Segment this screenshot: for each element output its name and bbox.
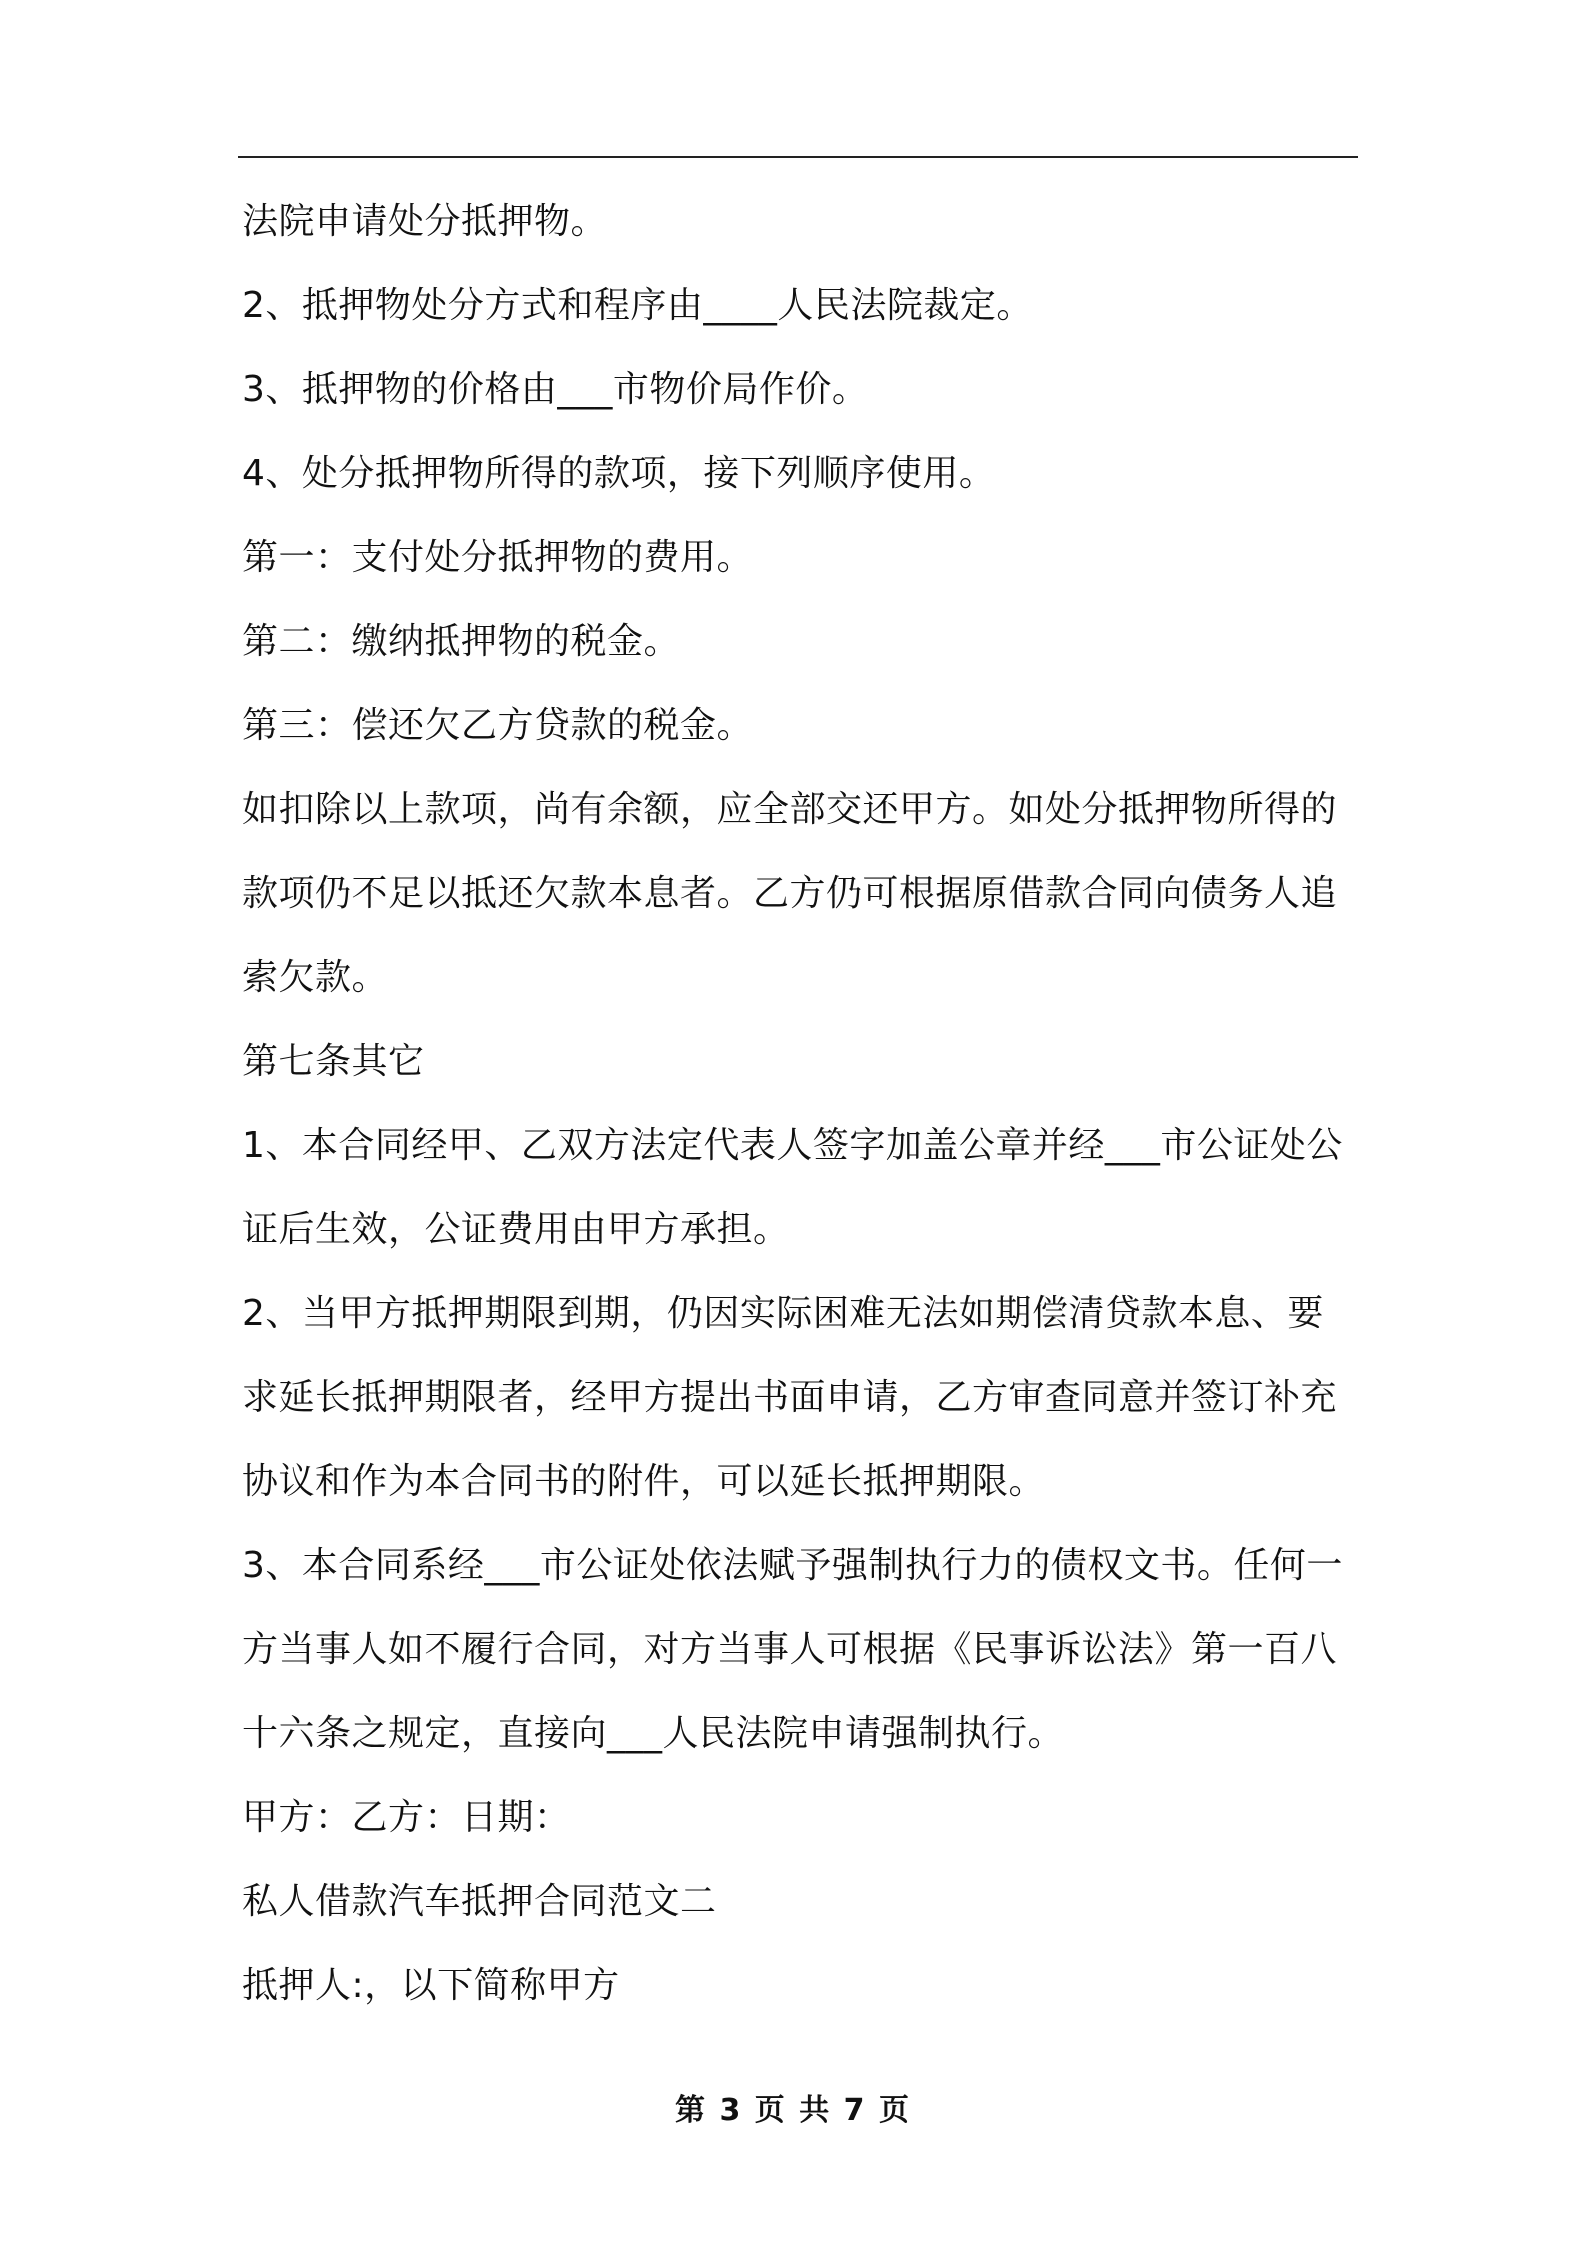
section-heading: 第七条其它 — [242, 1041, 425, 1082]
paragraph: 抵押人:，以下简称甲方 — [242, 1965, 620, 2006]
paragraph: 3、本合同系经___市公证处依法赋予强制执行力的债权文书。任何一方当事人如不履行合同，对方当事人可根据《民事诉讼法》第一百八十六条之规定，直接向___人民法院申请强制执行。 — [242, 1545, 1343, 1754]
header-rule — [238, 156, 1358, 158]
paragraph: 第二：缴纳抵押物的税金。 — [242, 621, 681, 662]
paragraph: 4、处分抵押物所得的款项，接下列顺序使用。 — [242, 453, 996, 494]
document-subtitle: 私人借款汽车抵押合同范文二 — [242, 1881, 717, 1922]
paragraph: 2、抵押物处分方式和程序由____人民法院裁定。 — [242, 285, 1033, 326]
paragraph: 第三：偿还欠乙方贷款的税金。 — [242, 705, 754, 746]
paragraph: 第一：支付处分抵押物的费用。 — [242, 537, 754, 578]
paragraph: 3、抵押物的价格由___市物价局作价。 — [242, 369, 869, 410]
paragraph: 1、本合同经甲、乙双方法定代表人签字加盖公章并经___市公证处公证后生效，公证费用由甲方承担。 — [242, 1125, 1343, 1250]
paragraph: 法院申请处分抵押物。 — [242, 201, 608, 242]
page-number: 第 3 页 共 7 页 — [675, 2093, 911, 2128]
paragraph: 如扣除以上款项，尚有余额，应全部交还甲方。如处分抵押物所得的款项仍不足以抵还欠款本息者。乙方仍可根据原借款合同向债务人追索欠款。 — [242, 789, 1338, 998]
paragraph: 2、当甲方抵押期限到期，仍因实际困难无法如期偿清贷款本息、要求延长抵押期限者，经甲方提出书面申请，乙方审查同意并签订补充协议和作为本合同书的附件，可以延长抵押期限。 — [242, 1293, 1338, 1502]
body-text — [242, 180, 1354, 2028]
signature-line: 甲方：乙方：日期： — [242, 1797, 571, 1838]
